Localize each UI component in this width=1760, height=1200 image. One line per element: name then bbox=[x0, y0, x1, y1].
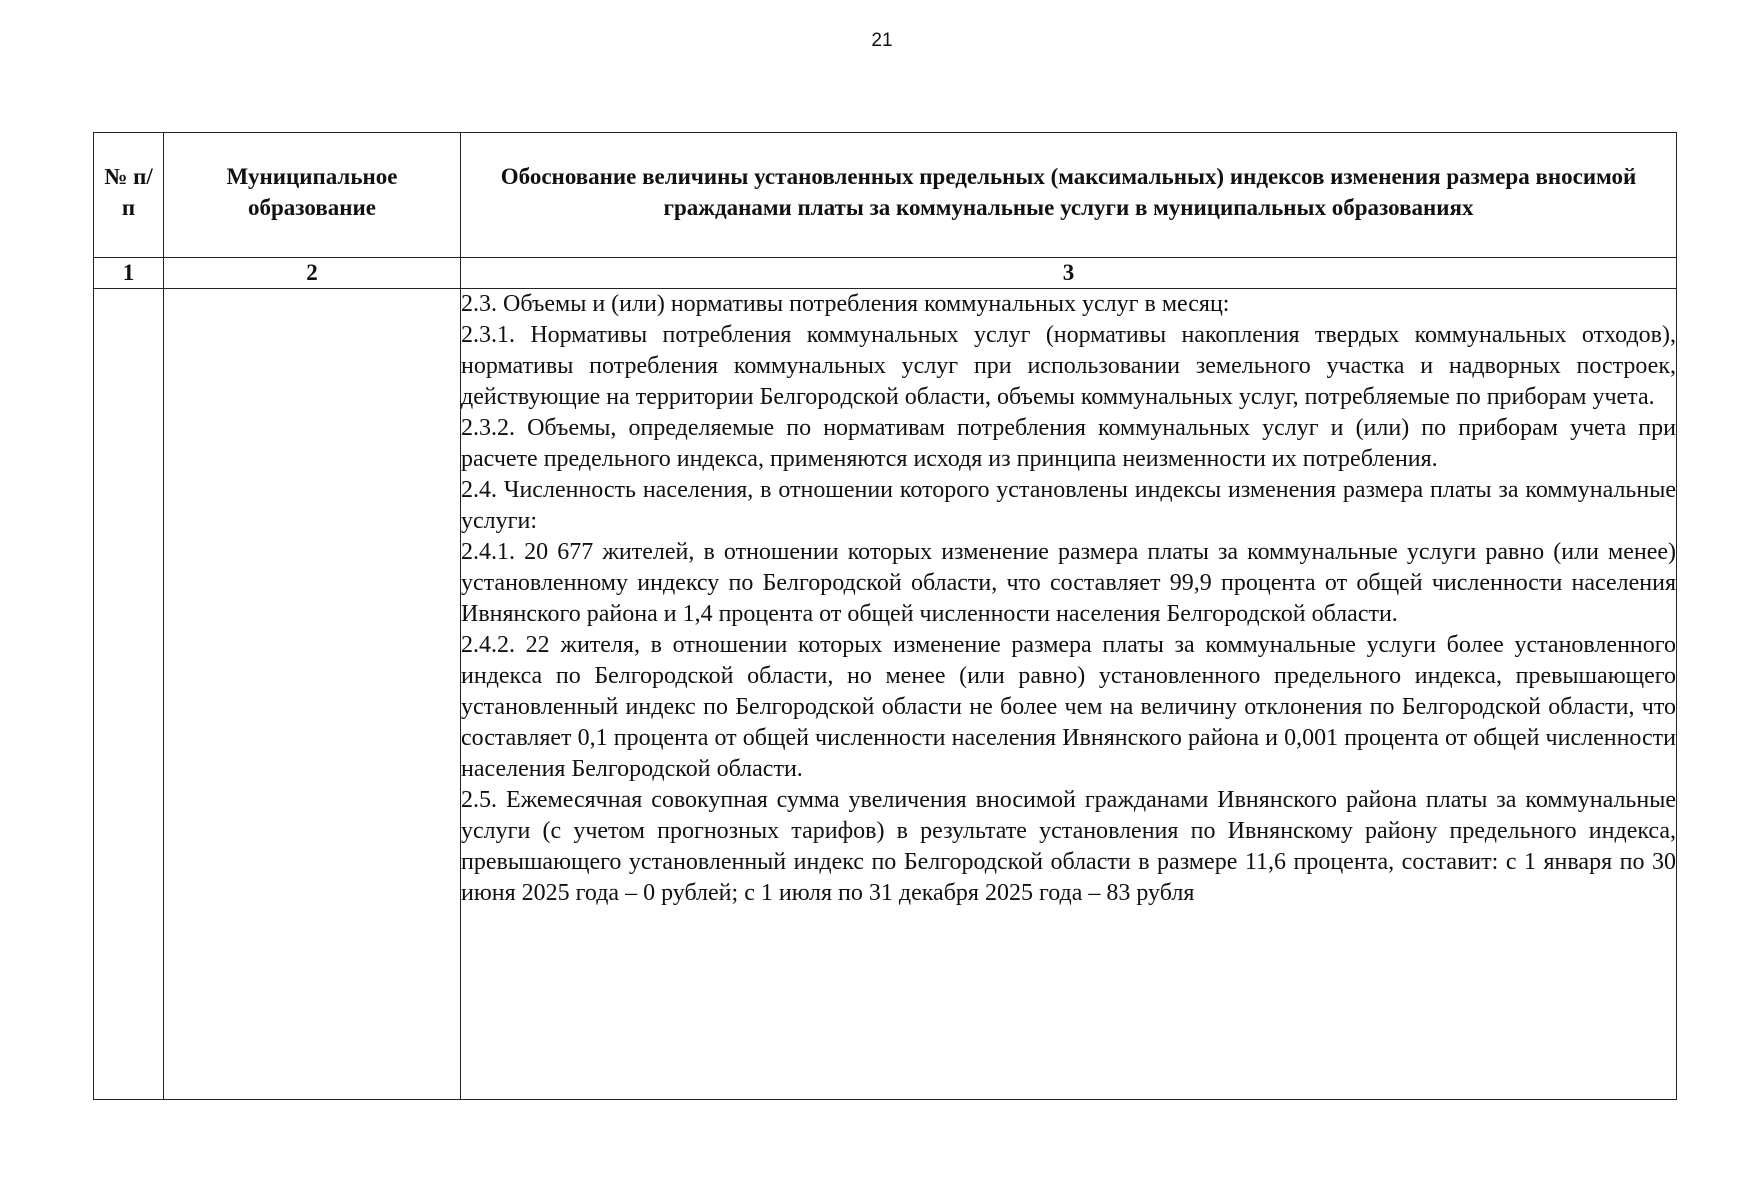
column-number-row bbox=[94, 258, 1677, 289]
table-row bbox=[94, 289, 1677, 1100]
paragraph-2-3-2: 2.3.2. Объемы, определяемые по нормативам потребления коммунальных услуг и (или) по приборам учета при расчете предельного индекса, применяются исходя из принципа неизменности их потребления. bbox=[461, 415, 1676, 472]
paragraph-2-3: 2.3. Объемы и (или) нормативы потребления коммунальных услуг в месяц: bbox=[461, 291, 1230, 317]
paragraph-2-3-1: 2.3.1. Нормативы потребления коммунальных услуг (нормативы накопления твердых коммунальных отходов), нормативы потребления коммунальных услуг при использовании земельного участка и надворных построек, действующие на территории Белгородской области, объемы коммунальных услуг, потребляемые по приборам учета. bbox=[461, 322, 1676, 410]
table-header-row bbox=[94, 133, 1677, 258]
header-justification: Обоснование величины установленных предельных (максимальных) индексов изменения размера вносимой гражданами платы за коммунальные услуги в муниципальных образованиях bbox=[461, 133, 1677, 258]
paragraph-2-4-1: 2.4.1. 20 677 жителей, в отношении которых изменение размера платы за коммунальные услуги равно (или менее) установленному индексу по Белгородской области, что составляет 99,9 процента от общей численности населения Ивнянского района и 1,4 процента от общей численности населения Белгородской области. bbox=[461, 539, 1676, 627]
row-municipality-cell bbox=[164, 289, 461, 1100]
header-municipality: Муниципальное образование bbox=[164, 133, 461, 258]
column-number-3: 3 bbox=[461, 258, 1677, 289]
paragraph-2-4: 2.4. Численность населения, в отношении которого установлены индексы изменения размера платы за коммунальные услуги: bbox=[461, 477, 1676, 534]
page-number: 21 bbox=[871, 30, 893, 51]
column-number-2: 2 bbox=[164, 258, 461, 289]
header-number: № п/п bbox=[94, 133, 164, 258]
justification-cell bbox=[461, 289, 1677, 1100]
column-number-1: 1 bbox=[94, 258, 164, 289]
paragraph-2-5: 2.5. Ежемесячная совокупная сумма увеличения вносимой гражданами Ивнянского района платы за коммунальные услуги (с учетом прогнозных тарифов) в результате установления по Ивнянскому району предельного индекса, превышающего установленный индекс по Белгородской области в размере 11,6 процента, составит: с 1 января по 30 июня 2025 года – 0 рублей; с 1 июля по 31 декабря 2025 года – 83 рубля bbox=[461, 787, 1676, 906]
row-number-cell bbox=[94, 289, 164, 1100]
justification-table bbox=[93, 132, 1677, 1100]
paragraph-2-4-2: 2.4.2. 22 жителя, в отношении которых изменение размера платы за коммунальные услуги более установленного индекса по Белгородской области, но менее (или равно) установленного предельного индекса, превышающего установленный индекс по Белгородской области не более чем на величину отклонения по Белгородской области, что составляет 0,1 процента от общей численности населения Ивнянского района и 0,001 процента от общей численности населения Белгородской области. bbox=[461, 632, 1676, 782]
